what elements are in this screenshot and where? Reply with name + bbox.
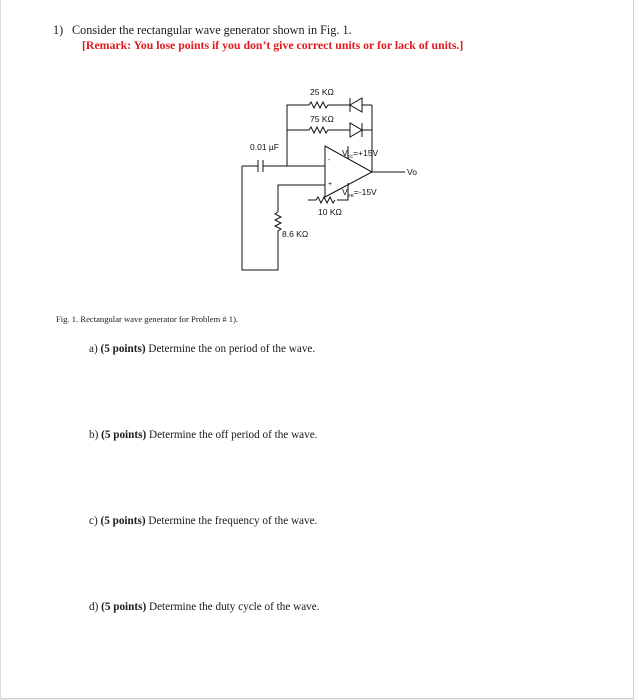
label-output: Vo	[407, 167, 417, 177]
part-d: d) (5 points) Determine the duty cycle of the wave.	[89, 601, 320, 613]
label-vee: $V_{ee}=-15V$	[342, 187, 377, 199]
question-number: 1)	[53, 23, 64, 37]
label-10k: 10 KΩ	[318, 207, 342, 217]
part-c: c) (5 points) Determine the frequency of the wave.	[89, 515, 318, 527]
question-title	[53, 23, 352, 38]
resistor-75k	[309, 127, 350, 133]
resistor-25k	[309, 102, 350, 108]
label-8k6: 8.6 KΩ	[282, 229, 309, 239]
label-vcc: $V_{cc}=+15V$	[342, 148, 379, 160]
resistor-10k	[308, 197, 348, 203]
label-capacitor: 0.01 µF	[250, 142, 279, 152]
figure-caption: Fig. 1. Rectangular wave generator for Problem # 1).	[56, 314, 239, 324]
part-b: b) (5 points) Determine the off period of the wave.	[89, 429, 318, 441]
diode-forward	[350, 123, 372, 137]
capacitor-symbol	[242, 160, 325, 172]
circuit-diagram	[230, 84, 420, 274]
question-text: Consider the rectangular wave generator shown in Fig. 1.	[72, 23, 352, 37]
part-a: a) (5 points) Determine the on period of the wave.	[89, 343, 316, 355]
label-minus: -	[328, 157, 331, 164]
label-plus: +	[328, 181, 333, 188]
feedback-wire-top	[287, 105, 309, 166]
remark-text: [Remark: You lose points if you don’t give correct units or for lack of units.]	[82, 38, 464, 52]
resistor-8k6	[275, 212, 281, 232]
left-loop-wire	[242, 166, 278, 270]
diode-reverse	[350, 98, 372, 112]
label-25k: 25 KΩ	[310, 87, 334, 97]
label-75k: 75 KΩ	[310, 114, 334, 124]
